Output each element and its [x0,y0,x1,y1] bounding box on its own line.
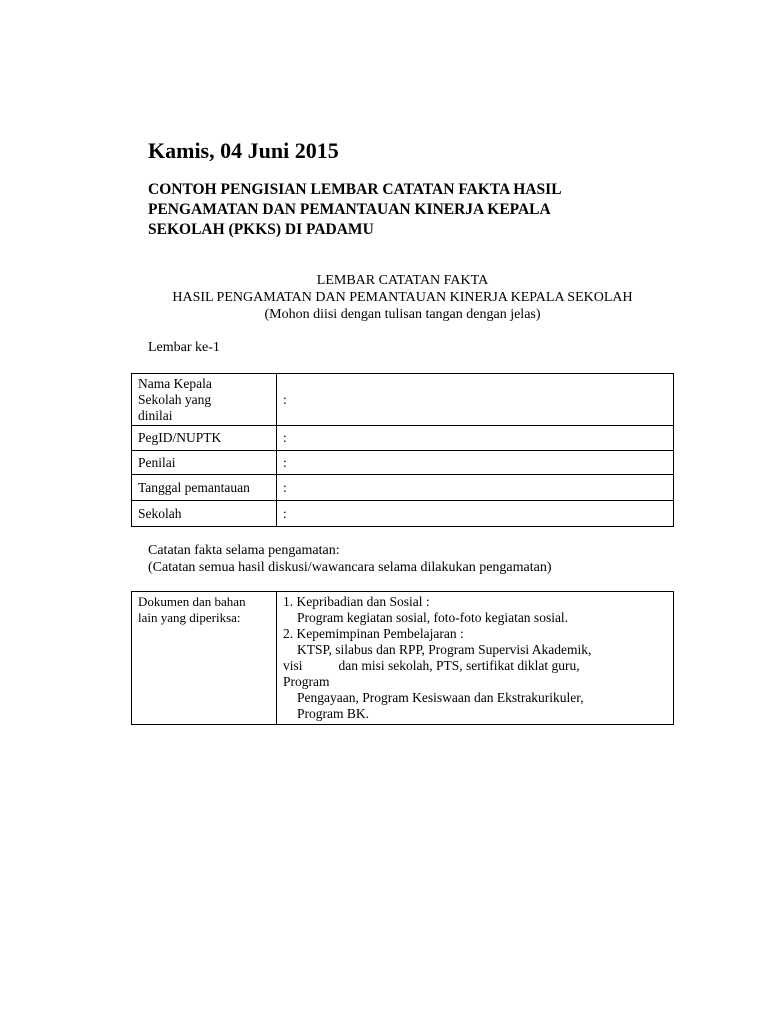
school-label: Sekolah [132,501,277,527]
school-field[interactable]: : [277,501,674,527]
form-heading-line-3: (Mohon diisi dengan tulisan tangan dengan jelas) [264,307,541,322]
item-2-line-4: Pengayaan, Program Kesiswaan dan Ekstrakurikuler, [297,690,584,705]
table-row [132,374,674,426]
label-line: Sekolah yang [138,391,212,407]
form-heading [131,272,674,323]
notes-intro [148,542,552,576]
label-line: lain yang diperiksa: [138,610,241,625]
table-row [132,451,674,475]
principal-info-table [131,373,674,527]
label-line: Dokumen dan bahan [138,594,246,609]
pegid-nuptk-field[interactable]: : [277,426,674,451]
form-heading-line-2: HASIL PENGAMATAN DAN PEMANTAUAN KINERJA KEPALA SEKOLAH [172,290,633,305]
notes-intro-line-2: (Catatan semua hasil diskusi/wawancara selama dilakukan pengamatan) [148,560,552,575]
label-line: dinilai [138,407,173,423]
table-row [132,475,674,501]
assessor-field[interactable]: : [277,451,674,475]
item-2-line-3: Program [283,674,330,689]
item-1-detail: Program kegiatan sosial, foto-foto kegiatan sosial. [297,610,569,625]
table-row [132,592,674,725]
document-title: CONTOH PENGISIAN LEMBAR CATATAN FAKTA HASIL PENGAMATAN DAN PEMANTAUAN KINERJA KEPALA SEKOLAH (PKKS) DI PADAMU [148,181,561,238]
item-2-title: 2. Kepemimpinan Pembelajaran : [283,626,464,641]
table-row [132,426,674,451]
principal-name-field[interactable]: : [277,374,674,426]
documents-checked-content [277,592,674,725]
monitoring-date-field[interactable]: : [277,475,674,501]
documents-checked-label [132,592,277,725]
item-2-line-2-a: visi [283,658,303,673]
item-2-line-5: Program BK. [297,706,369,721]
item-1-title: 1. Kepribadian dan Sosial : [283,594,430,609]
table-row [132,501,674,527]
item-2-line-2-b: dan misi sekolah, PTS, sertifikat diklat guru, [338,658,580,673]
principal-name-label [132,374,277,426]
pegid-nuptk-label: PegID/NUPTK [132,426,277,451]
document-date: Kamis, 04 Juni 2015 [148,138,339,163]
label-line: Nama Kepala [138,375,212,391]
form-heading-line-1: LEMBAR CATATAN FAKTA [316,273,489,288]
item-2-line-2 [283,658,667,674]
monitoring-date-label: Tanggal pemantauan [132,475,277,501]
assessor-label: Penilai [132,451,277,475]
sheet-number-label: Lembar ke-1 [148,340,220,355]
facts-table [131,591,674,725]
item-2-line-1: KTSP, silabus dan RPP, Program Supervisi Akademik, [297,642,592,657]
notes-intro-line-1: Catatan fakta selama pengamatan: [148,543,340,558]
